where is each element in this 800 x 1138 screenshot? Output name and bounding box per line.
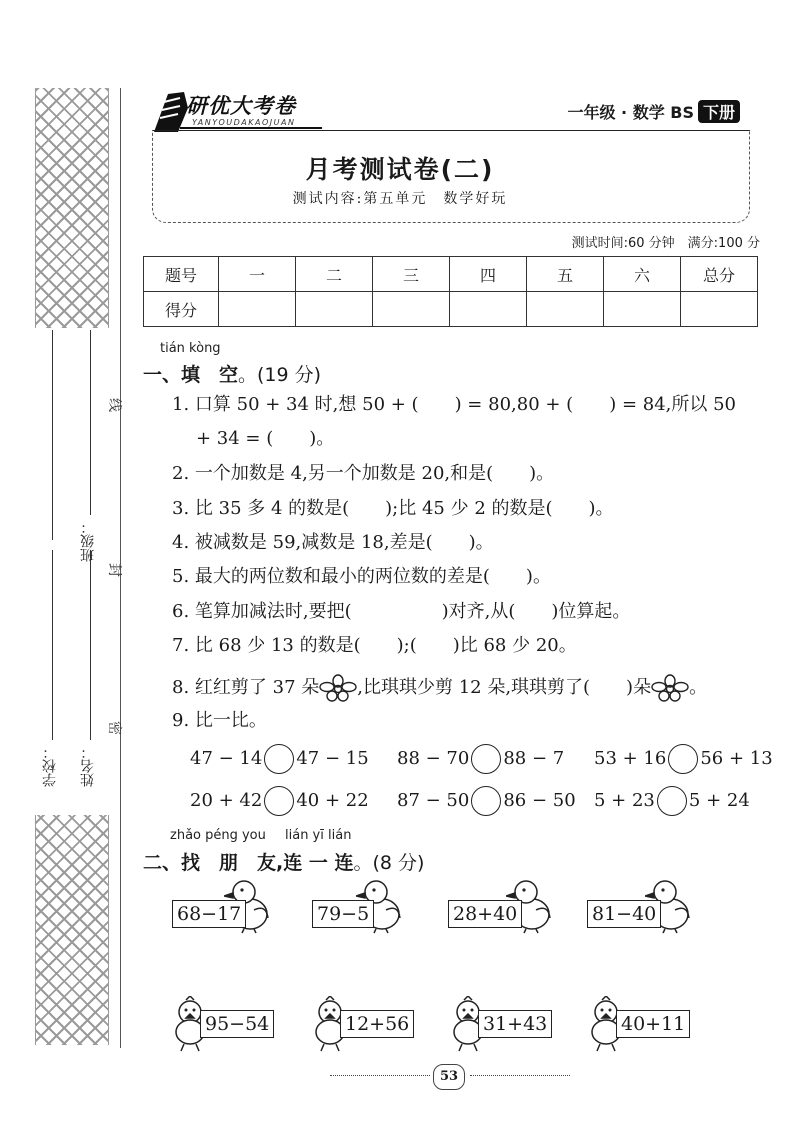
seal-seal: 封 — [106, 563, 122, 577]
question-5: 5. 最大的两位数和最小的两位数的差是( )。 — [172, 566, 551, 587]
compare-item-1 — [190, 744, 369, 774]
seal-line: 线 — [106, 398, 122, 412]
match-expression: 12+56 — [340, 1010, 414, 1038]
question-6: 6. 笔算加减法时,要把( )对齐,从( )位算起。 — [172, 601, 631, 622]
page-subtitle: 测试内容:第五单元 数学好玩 — [292, 191, 508, 207]
flower-icon — [651, 674, 689, 702]
score-input-cell[interactable] — [296, 292, 373, 327]
section2-points: 。(8 分) — [353, 852, 425, 874]
score-header-cell: 题号 — [144, 257, 219, 292]
section2-title — [143, 848, 424, 875]
compare-circle[interactable] — [264, 744, 294, 774]
compare-right: 47 − 15 — [296, 748, 369, 769]
compare-left: 20 + 42 — [190, 790, 263, 811]
match-expression: 95−54 — [200, 1010, 274, 1038]
school-label: 学校： — [42, 745, 58, 787]
logo-subtext: YANYOUDAKAOJUAN — [192, 118, 296, 127]
section2-title-text: 二、找 朋 友,连 一 连 — [143, 852, 354, 874]
question-1a: 1. 口算 50 + 34 时,想 50 + ( ) = 80,80 + ( ) = 84,所以 50 — [172, 394, 736, 415]
time-info: 测试时间:60 分钟 满分:100 分 — [571, 236, 760, 251]
page-title: 月考测试卷(二) — [305, 155, 495, 184]
match-card-bottom-2[interactable] — [312, 996, 412, 1052]
compare-circle[interactable] — [668, 744, 698, 774]
score-header-cell: 四 — [450, 257, 527, 292]
logo-text: 研优大考卷 — [186, 94, 296, 118]
compare-item-6 — [594, 786, 750, 816]
question-8-part2: ,比琪琪少剪 12 朵,琪琪剪了( )朵 — [357, 677, 652, 698]
match-card-top-4[interactable] — [587, 876, 697, 934]
score-input-cell[interactable] — [219, 292, 296, 327]
score-header-cell: 二 — [296, 257, 373, 292]
name-label: 姓名： — [80, 745, 96, 787]
compare-item-3 — [594, 744, 773, 774]
match-expression: 68−17 — [172, 900, 246, 928]
score-header-cell: 六 — [604, 257, 681, 292]
section1-pinyin: tián kòng — [160, 341, 221, 356]
question-8 — [172, 674, 707, 702]
score-label-cell: 得分 — [144, 292, 219, 327]
section1-points: 。(19 分) — [238, 364, 322, 386]
score-value-row — [144, 292, 758, 327]
score-table — [143, 256, 758, 327]
compare-left: 87 − 50 — [397, 790, 470, 811]
score-input-cell[interactable] — [527, 292, 604, 327]
compare-right: 86 − 50 — [503, 790, 576, 811]
compare-circle[interactable] — [657, 786, 687, 816]
decorative-lattice-top — [35, 88, 109, 328]
compare-item-2 — [397, 744, 564, 774]
compare-circle[interactable] — [264, 786, 294, 816]
match-expression: 81−40 — [587, 900, 661, 928]
volume-tag: 下册 — [698, 100, 740, 123]
compare-right: 88 − 7 — [503, 748, 565, 769]
score-header-cell: 五 — [527, 257, 604, 292]
match-expression: 79−5 — [312, 900, 374, 928]
compare-right: 56 + 13 — [700, 748, 773, 769]
question-1b: + 34 = ( )。 — [196, 428, 335, 449]
compare-left: 47 − 14 — [190, 748, 263, 769]
name-blank — [90, 550, 91, 740]
section1-title-text: 一、填 空 — [143, 364, 239, 386]
class-label: 班级： — [80, 520, 96, 562]
match-card-top-1[interactable] — [172, 876, 272, 934]
page-number: 53 — [433, 1064, 465, 1090]
match-card-bottom-1[interactable] — [172, 996, 272, 1052]
question-4: 4. 被减数是 59,减数是 18,差是( )。 — [172, 532, 494, 553]
grade-text: 一年级 · 数学 BS — [567, 103, 694, 122]
section2-pinyin-1: zhǎo péng you — [170, 828, 266, 843]
footer-dots-left — [330, 1075, 430, 1076]
compare-left: 88 − 70 — [397, 748, 470, 769]
score-header-cell: 一 — [219, 257, 296, 292]
compare-right: 40 + 22 — [296, 790, 369, 811]
match-expression: 28+40 — [448, 900, 522, 928]
score-header-cell: 三 — [373, 257, 450, 292]
compare-left: 5 + 23 — [594, 790, 655, 811]
compare-item-4 — [190, 786, 369, 816]
section1-title — [143, 360, 321, 387]
school-blank — [52, 550, 53, 740]
score-header-row — [144, 257, 758, 292]
section2-pinyin-2: lián yī lián — [285, 828, 352, 843]
grade-label — [567, 100, 740, 123]
score-input-cell[interactable] — [604, 292, 681, 327]
score-header-cell: 总分 — [681, 257, 758, 292]
compare-circle[interactable] — [471, 744, 501, 774]
question-8-part1: 8. 红红剪了 37 朵 — [172, 677, 320, 698]
decorative-lattice-bottom — [35, 815, 109, 1045]
match-expression: 40+11 — [616, 1010, 690, 1038]
match-expression: 31+43 — [478, 1010, 552, 1038]
question-8-part3: 。 — [689, 677, 708, 698]
school-blank-upper — [52, 330, 53, 540]
compare-item-5 — [397, 786, 576, 816]
flower-icon — [319, 674, 357, 702]
match-card-top-3[interactable] — [448, 876, 558, 934]
question-2: 2. 一个加数是 4,另一个加数是 20,和是( )。 — [172, 463, 555, 484]
compare-right: 5 + 24 — [688, 790, 750, 811]
footer-dots-right — [470, 1075, 570, 1076]
seal-secret: 密 — [106, 721, 122, 735]
question-7: 7. 比 68 少 13 的数是( );( )比 68 少 20。 — [172, 635, 577, 656]
match-card-top-2[interactable] — [312, 876, 412, 934]
question-9: 9. 比一比。 — [172, 710, 267, 731]
score-input-cell[interactable] — [373, 292, 450, 327]
match-card-bottom-4[interactable] — [588, 996, 688, 1052]
question-3: 3. 比 35 多 4 的数是( );比 45 少 2 的数是( )。 — [172, 498, 614, 519]
class-blank — [90, 330, 91, 515]
score-input-cell[interactable] — [450, 292, 527, 327]
compare-left: 53 + 16 — [594, 748, 667, 769]
compare-circle[interactable] — [471, 786, 501, 816]
match-card-bottom-3[interactable] — [450, 996, 550, 1052]
score-input-cell[interactable] — [681, 292, 758, 327]
